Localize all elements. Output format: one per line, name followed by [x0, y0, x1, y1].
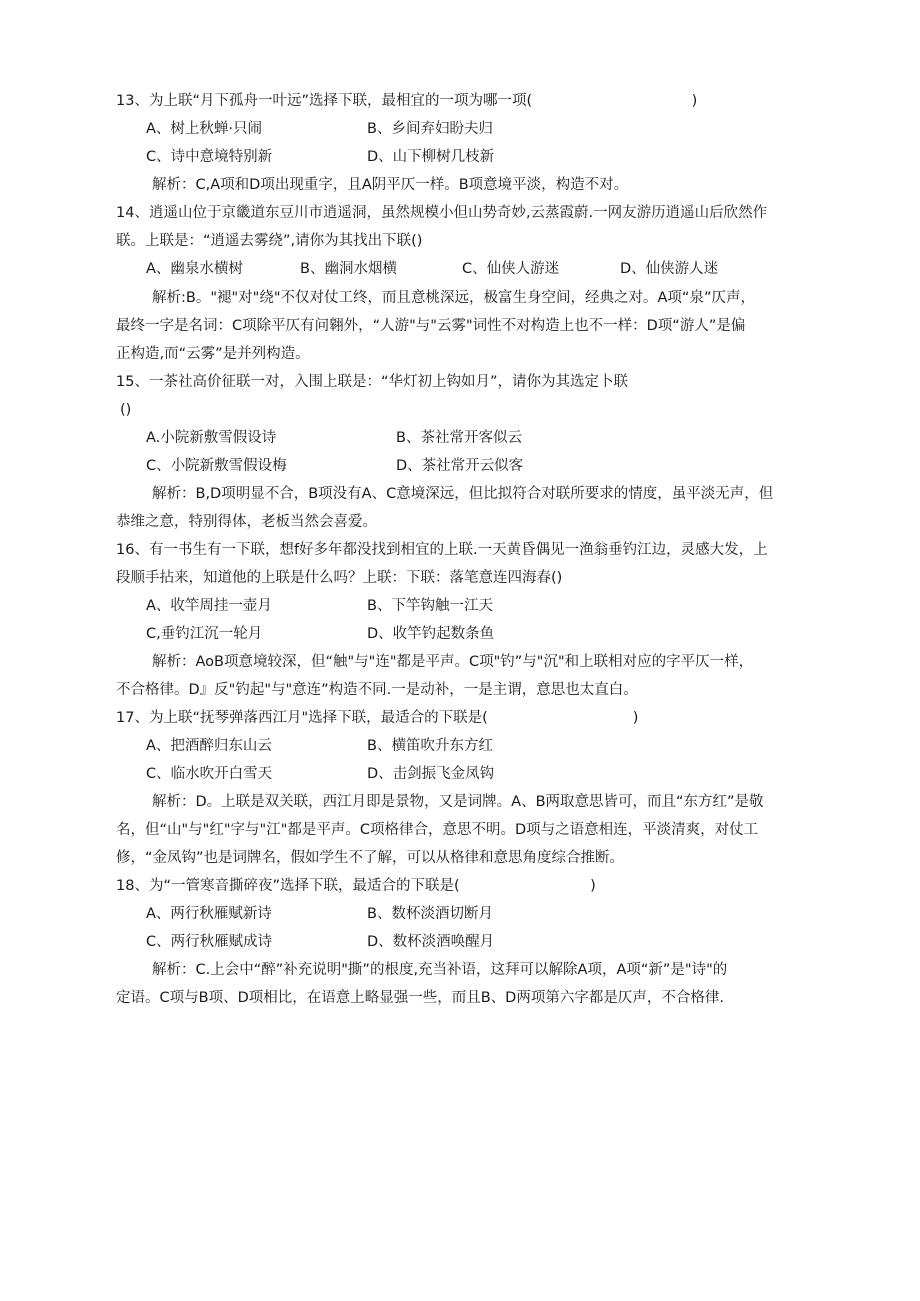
question-14-analysis-line-1: 解析:B。"褪"对"绕"不仅对仗工终，而且意桃深远，极富生身空间，经典之对。A项“泉”仄声，	[152, 290, 755, 306]
question-13-option-a[interactable]: A、树上秋蝉·只闹	[146, 121, 263, 137]
question-18-analysis-line-2: 定语。C项与B项、D项相比，在语意上略显强一些，而且B、D两项第六字都是仄声，不合格律.	[116, 990, 724, 1006]
question-17-analysis-line-1: 解析：D。上联是双关联，西江月即是景物，又是词牌。A、B两取意思皆可，而且“东方红”是敬	[152, 794, 764, 810]
question-15-option-a[interactable]: A.小院新敷雪假设诗	[146, 430, 277, 446]
question-15-analysis-line-2: 恭维之意，特别得体，老板当然会喜爱。	[116, 514, 377, 530]
question-17-option-d[interactable]: D、击剑振飞金凤钩	[367, 766, 495, 782]
question-18-option-a[interactable]: A、两行秋雁赋新诗	[146, 906, 272, 922]
question-14-analysis-line-3: 正构造,而“云雾”是并列构造。	[116, 346, 310, 362]
question-18-option-d[interactable]: D、数杯淡酒唤醒月	[367, 934, 495, 950]
question-14-option-d[interactable]: D、仙侠游人迷	[620, 261, 719, 277]
question-16-analysis-line-1: 解析：AoB项意境较深，但“触"与"连"都是平声。C项"钓”与"沉"和上联相对应的字平仄一样，	[152, 654, 754, 670]
question-15-stem-line-2: ()	[120, 402, 132, 418]
question-15-stem-line-1: 15、一茶社高价征联一对，入围上联是：“华灯初上钩如月”，请你为其选定卜联	[116, 374, 628, 390]
question-13-option-d[interactable]: D、山下柳树几枝新	[367, 149, 495, 165]
question-17-option-c[interactable]: C、临水吹开白雪天	[146, 766, 273, 782]
question-14-option-a[interactable]: A、幽泉水横树	[146, 261, 243, 277]
question-14-stem-line-1: 14、逍遥山位于京畿道东豆川市逍遥洞，虽然规模小但山势奇妙,云蒸霞蔚.一网友游历逍遥山后欣然作	[116, 205, 768, 221]
question-16-option-c[interactable]: C,垂钓江沉一轮月	[146, 626, 263, 642]
question-16-stem-line-2: 段顺手拈来，知道他的上联是什么吗？上联：下联：落笔意连四海春()	[116, 570, 563, 586]
question-15-option-c[interactable]: C、小院新敷雪假设梅	[146, 458, 287, 474]
question-17-option-b[interactable]: B、横笛吹升东方红	[367, 738, 493, 754]
question-16-option-d[interactable]: D、收竿钓起数条鱼	[367, 626, 495, 642]
question-16-option-a[interactable]: A、收竿周挂一壶月	[146, 598, 272, 614]
question-18-option-c[interactable]: C、两行秋雁赋成诗	[146, 934, 273, 950]
question-16-analysis-line-2: 不合格律。D』反"钓起"与"意连”构造不同.一是动补，一是主谓，意思也太直白。	[116, 682, 638, 698]
question-18-analysis-line-1: 解析：C.上会中“醉”补充说明"撕”的根度,充当补语，这拜可以解除A项，A项“新”是"诗"的	[152, 962, 728, 978]
question-13-option-b[interactable]: B、乡间弃妇盼夫归	[367, 121, 493, 137]
question-13-analysis: 解析：C,A项和D项出现重字，且A阴平仄一样。B项意境平淡，构造不对。	[152, 177, 629, 193]
question-15-option-b[interactable]: B、茶社常开客似云	[396, 430, 522, 446]
question-17-analysis-line-2: 名，但“山"与"红"字与"江"都是平声。C项格律合，意思不明。D项与之语意相连，平淡清爽，对仗工	[116, 822, 759, 838]
question-17-stem: 17、为上联“抚琴弹落西江月"选择下联，最适合的下联是( )	[116, 710, 639, 726]
question-14-option-b[interactable]: B、幽洞水烟横	[300, 261, 397, 277]
question-13-option-c[interactable]: C、诗中意境特别新	[146, 149, 273, 165]
question-15-analysis-line-1: 解析：B,D项明显不合，B项没有A、C意境深远，但比拟符合对联所要求的情度，虽平淡无声，但	[152, 486, 774, 502]
question-17-analysis-line-3: 修，“金凤钩”也是词牌名，假如学生不了解，可以从格律和意思角度综合推断。	[116, 850, 625, 866]
question-17-option-a[interactable]: A、把酒醉归东山云	[146, 738, 272, 754]
question-16-option-b[interactable]: B、下竿钩触一江天	[367, 598, 493, 614]
question-16-stem-line-1: 16、有一书生有一下联，想f好多年都没找到相宜的上联.一天黄昏偶见一渔翁垂钓江边，灵感大发，上	[116, 542, 768, 558]
question-14-stem-line-2: 联。上联是：“逍遥去雾绕”,请你为其找出下联()	[116, 233, 423, 249]
question-13-stem: 13、为上联“月下孤舟一叶远”选择下联，最相宜的一项为哪一项( )	[116, 93, 698, 109]
question-18-stem: 18、为“一管寒音撕碎夜”选择下联，最适合的下联是( )	[116, 878, 596, 894]
question-15-option-d[interactable]: D、茶社常开云似客	[396, 458, 524, 474]
question-14-option-c[interactable]: C、仙侠人游迷	[462, 261, 560, 277]
question-18-option-b[interactable]: B、数杯淡酒切断月	[367, 906, 493, 922]
question-14-analysis-line-2: 最终一字是名词：C项除平仄有问翱外，“人游"与"云雾"词性不对构造上也不一样：D项“游人”是偏	[116, 318, 746, 334]
